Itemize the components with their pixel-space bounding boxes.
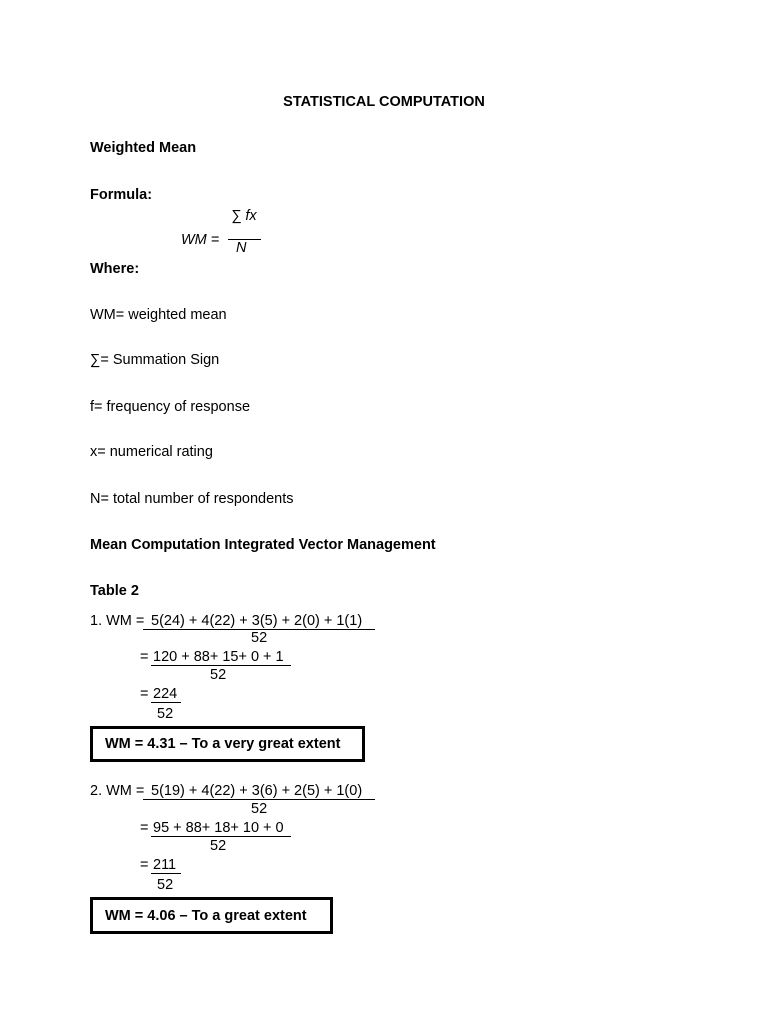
formula-lhs: WM = [181,232,220,248]
where-label: Where: [90,261,140,277]
computation-1-denominator: 52 [251,630,268,646]
computation-2-prefix: 2. WM = [90,783,145,799]
computation-2-result: WM = 4.06 – To a great extent [105,907,307,924]
computation-2-total-denominator: 52 [157,877,174,893]
computation-1-sum-denominator: 52 [210,667,227,683]
table-label: Table 2 [90,583,139,599]
page-title: STATISTICAL COMPUTATION [283,94,485,110]
computation-2-result-box [90,897,333,934]
computation-2-total-bar [151,873,181,874]
computation-1-result-box [90,726,365,762]
mean-computation-heading: Mean Computation Integrated Vector Management [90,537,436,553]
formula-denominator: N [236,240,247,256]
computation-2-fraction-bar [143,799,375,800]
definition-frequency: f= frequency of response [90,399,251,415]
definition-wm: WM= weighted mean [90,307,227,323]
computation-2-total: 211 [153,857,177,873]
computation-2-sum: 95 + 88+ 18+ 10 + 0 [153,820,284,836]
computation-2-eq3: = [140,857,149,873]
computation-2-denominator: 52 [251,801,268,817]
computation-1-total-bar [151,702,181,703]
computation-2-sum-denominator: 52 [210,838,227,854]
computation-1-prefix: 1. WM = [90,613,145,629]
computation-2-sum-bar [151,836,291,837]
definition-respondents: N= total number of respondents [90,491,294,507]
computation-1-eq2: = [140,649,149,665]
definition-summation: ∑= Summation Sign [90,352,220,368]
computation-1-total-denominator: 52 [157,706,174,722]
computation-1-result: WM = 4.31 – To a very great extent [105,736,341,752]
computation-2-eq2: = [140,820,149,836]
formula-label: Formula: [90,187,153,203]
computation-1-sum: 120 + 88+ 15+ 0 + 1 [153,649,284,665]
formula-numerator: ∑ fx [231,208,257,224]
computation-1-total: 224 [153,686,178,702]
computation-2-expression: 5(19) + 4(22) + 3(6) + 2(5) + 1(0) [151,783,363,799]
computation-1-sum-bar [151,665,291,666]
computation-1-eq3: = [140,686,149,702]
computation-1-expression: 5(24) + 4(22) + 3(5) + 2(0) + 1(1) [151,613,363,629]
section-heading-weighted-mean: Weighted Mean [90,140,197,156]
definition-rating: x= numerical rating [90,444,213,460]
